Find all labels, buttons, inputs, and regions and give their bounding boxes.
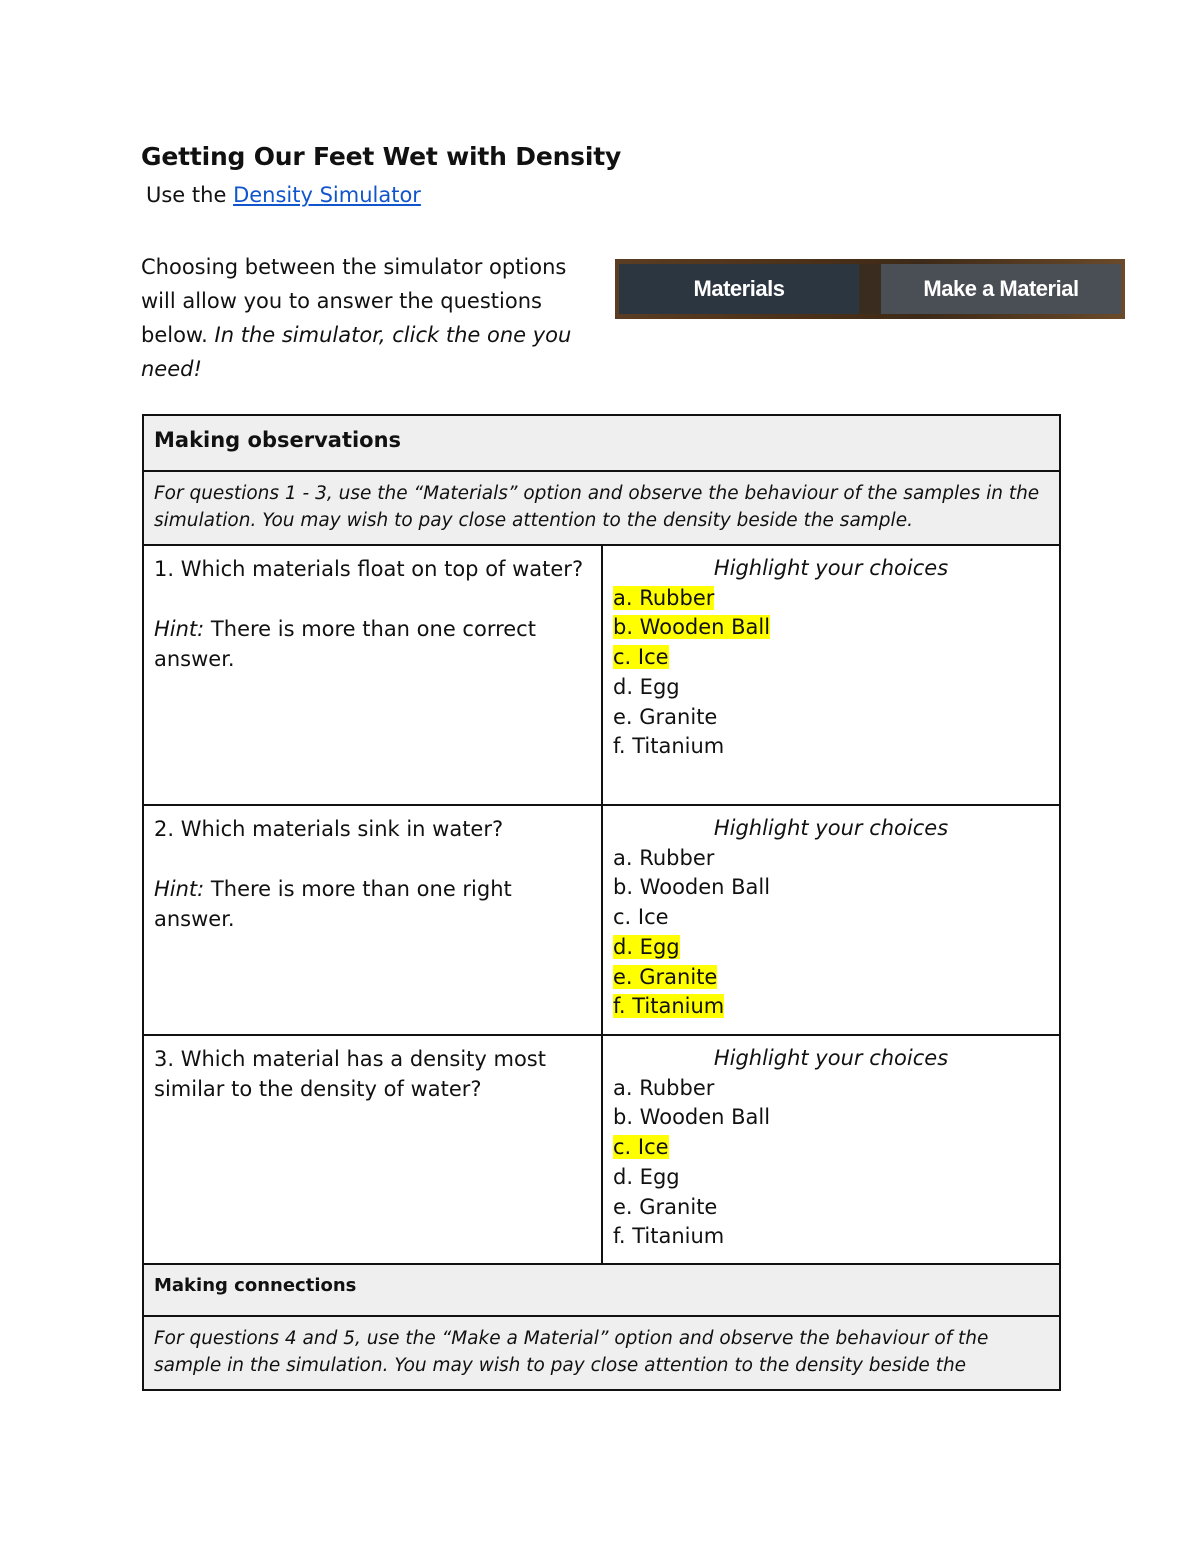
answer-option-label: b. Wooden Ball — [613, 1105, 771, 1130]
answer-option[interactable] — [613, 1163, 1049, 1193]
answer-options — [613, 844, 1049, 1022]
answer-option-label: c. Ice — [613, 645, 669, 670]
question-hint — [154, 614, 591, 674]
answer-option[interactable] — [613, 584, 1049, 614]
intro-paragraph — [141, 250, 601, 386]
answer-option[interactable] — [613, 1222, 1049, 1252]
section-instructions-connections: For questions 4 and 5, use the “Make a Material” option and observe the behaviour of the sample in the simulation. You may wish to pay close attention to the density beside the — [143, 1316, 1060, 1390]
answer-option-label: a. Rubber — [613, 845, 715, 870]
answer-option-label: d. Egg — [613, 934, 680, 959]
answer-option[interactable] — [613, 703, 1049, 733]
answer-cell — [602, 1035, 1060, 1264]
density-simulator-link[interactable]: Density Simulator — [233, 183, 421, 207]
answer-option-label: b. Wooden Ball — [613, 615, 771, 640]
section-instructions-observations: For questions 1 - 3, use the “Materials” option and observe the behaviour of the samples in the simulation. You may wish to pay close attention to the density beside the sample. — [143, 471, 1060, 545]
answer-options — [613, 584, 1049, 762]
answer-option[interactable] — [613, 732, 1049, 762]
answer-option[interactable] — [613, 1103, 1049, 1133]
question-prompt: 2. Which materials sink in water? — [154, 817, 504, 841]
question-cell — [143, 545, 602, 805]
make-material-tab: Make a Material — [859, 264, 1121, 314]
answer-option-label: d. Egg — [613, 1164, 680, 1189]
highlight-instruction: Highlight your choices — [713, 816, 949, 840]
question-cell — [143, 805, 602, 1035]
answer-option-label: f. Titanium — [613, 994, 725, 1019]
answer-option-label: d. Egg — [613, 674, 680, 699]
answer-option-label: a. Rubber — [613, 1075, 715, 1100]
subtitle-prefix: Use the — [146, 183, 227, 207]
answer-option-label: a. Rubber — [613, 585, 715, 610]
answer-option[interactable] — [613, 1133, 1049, 1163]
hint-label: Hint: — [154, 877, 205, 901]
answer-option-label: e. Granite — [613, 964, 718, 989]
question-row-3 — [143, 1035, 1060, 1264]
answer-option[interactable] — [613, 673, 1049, 703]
answer-option-label: e. Granite — [613, 704, 718, 729]
hint-text: There is more than one correct answer. — [154, 617, 536, 671]
intro-text: Choosing between the simulator options will allow you to answer the questions below. — [141, 255, 567, 347]
question-row-2 — [143, 805, 1060, 1035]
subtitle — [146, 183, 421, 207]
highlight-instruction: Highlight your choices — [713, 1046, 949, 1070]
question-table — [142, 414, 1061, 1391]
intro-italic-text: In the simulator, click the one you need! — [141, 323, 572, 381]
answer-option-label: c. Ice — [613, 905, 669, 930]
answer-option-label: e. Granite — [613, 1194, 718, 1219]
answer-option[interactable] — [613, 903, 1049, 933]
answer-option-label: f. Titanium — [613, 1224, 725, 1249]
hint-label: Hint: — [154, 617, 205, 641]
answer-option[interactable] — [613, 1074, 1049, 1104]
hint-text: There is more than one right answer. — [154, 877, 512, 931]
answer-option[interactable] — [613, 643, 1049, 673]
highlight-instruction: Highlight your choices — [713, 556, 949, 580]
document-title: Getting Our Feet Wet with Density — [141, 142, 622, 171]
question-prompt: 3. Which material has a density most similar to the density of water? — [154, 1047, 546, 1101]
answer-option[interactable] — [613, 873, 1049, 903]
answer-option[interactable] — [613, 933, 1049, 963]
answer-options — [613, 1074, 1049, 1252]
question-cell — [143, 1035, 602, 1264]
answer-option[interactable] — [613, 1193, 1049, 1223]
answer-cell — [602, 545, 1060, 805]
materials-tab: Materials — [619, 264, 859, 314]
section-title-observations: Making observations — [143, 415, 1060, 471]
question-prompt: 1. Which materials float on top of water? — [154, 557, 584, 581]
section-title-connections: Making connections — [143, 1264, 1060, 1316]
answer-option-label: c. Ice — [613, 1135, 669, 1160]
answer-option[interactable] — [613, 613, 1049, 643]
answer-option[interactable] — [613, 844, 1049, 874]
answer-option-label: b. Wooden Ball — [613, 875, 771, 900]
answer-cell — [602, 805, 1060, 1035]
answer-option[interactable] — [613, 963, 1049, 993]
question-row-1 — [143, 545, 1060, 805]
simulator-tabs-image — [615, 259, 1125, 319]
answer-option[interactable] — [613, 992, 1049, 1022]
answer-option-label: f. Titanium — [613, 734, 725, 759]
question-hint — [154, 874, 591, 934]
